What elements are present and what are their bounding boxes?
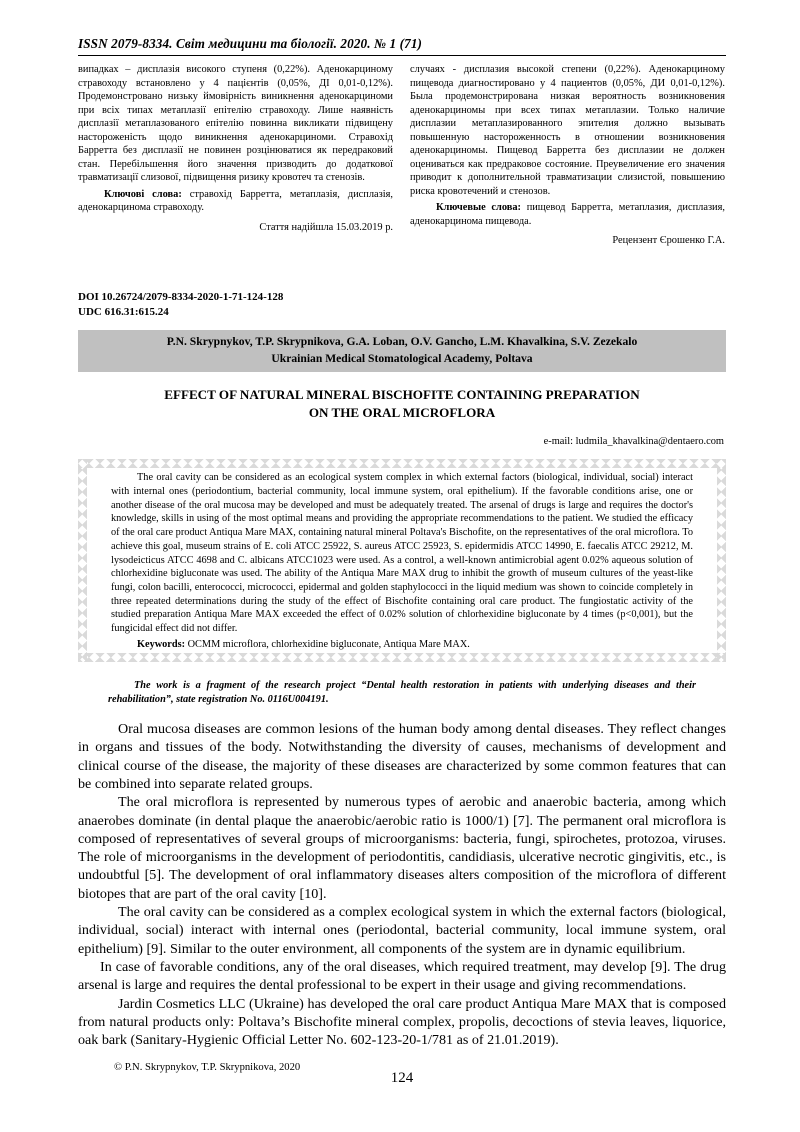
article-body — [78, 720, 726, 1050]
wavy-border-bottom — [78, 653, 726, 662]
funding-note: The work is a fragment of the research project “Dental health restoration in patients with underlying diseases and their rehabilitation”, state registration No. 0116U004191. — [108, 680, 696, 706]
body-paragraph: In case of favorable conditions, any of the oral diseases, which required treatment, may develop [9]. The drug arsenal is large and requires the dental professional to be expert in their usage and giving recommendations. — [78, 959, 726, 994]
article-title-line-1: EFFECT OF NATURAL MINERAL BISCHOFITE CONTAINING PREPARATION — [164, 387, 640, 403]
abstract-uk-keywords-text: стравохід Барретта, метаплазія, дисплазія, аденокарцинома стравоходу. — [78, 188, 394, 214]
abstract-en-keywords-label: Keywords: — [137, 638, 186, 650]
body-paragraph: Oral mucosa diseases are common lesions of the human body among dental diseases. They reflect changes in organs and tissues of the body. Notwithstanding the diversity of causes, mechanisms of development and clinical course of the disease, the majority of these diseases are characterized by some common features that can be combined into separate related groups. — [78, 720, 726, 792]
identifier-block — [78, 290, 726, 320]
abstract-en-keywords-text: OCMM microflora, chlorhexidine bigluconate, Antiqua Mare MAX. — [185, 638, 470, 650]
abstract-en-keywords — [111, 638, 693, 652]
body-paragraph: The oral microflora is represented by numerous types of aerobic and anaerobic bacteria, among which anaerobes dominate (in dental plaque the anaerobic/aerobic ratio is 1000/1) [7]. The permanent oral microflora is composed of representatives of several groups of microorganisms: bacteria, fungi, spirochetes, protozoa, viruses. The role of microorganisms in the development of periodontitis, candidiasis, ulcerative necrotic gingivitis, etc., is undoubtful [5]. The development of oral inflammatory diseases alters composition of the microflora of different biotopes that are part of the oral cavity [10]. — [78, 794, 726, 902]
udc-line: UDC 616.31:615.24 — [78, 305, 169, 318]
header-rule — [78, 55, 726, 56]
abstract-box — [78, 459, 726, 662]
page-footer — [78, 1062, 726, 1086]
running-header: ISSN 2079-8334. Світ медицини та біології. 2020. № 1 (71) — [78, 36, 423, 51]
abstract-ru-keywords — [410, 201, 725, 228]
abstract-column-ukrainian — [78, 63, 393, 234]
doi-line: DOI 10.26724/2079-8334-2020-1-71-124-128 — [78, 290, 284, 303]
abstract-ru-body: случаях - дисплазия высокой степени (0,22%). Аденокарциному пищевода диагностировано у 4 пациентов (0,05%, ДИ 0,01-0,12%). Была продемонстрирована низкая вероятность возникновения аденокарциномы при всех типах метаплазии. Только наличие дисплазии метаплазированного эпителия должно вызывать повышенную настороженность в отношении возникновения аденокарциномы. Пищевод Барретта без дисплазии не должен оцениваться как предраковое состояние. Преувеличение его значения приводит к дополнительной травматизации слизистой, повышению риска кровотечений и стенозов. — [410, 64, 725, 197]
abstract-ru-keywords-text: пищевод Барретта, метаплазия, дисплазия, аденокарцинома пищевода. — [410, 202, 725, 227]
page-number: 124 — [390, 1070, 414, 1086]
body-paragraph: The oral cavity can be considered as a complex ecological system in which the external factors (biological, individual, social) interact with internal ones (periodontal, bacterial community, local immune system, oral epithelium) [9]. Similar to the outer environment, all components of the system are in dynamic equilibrium. — [78, 904, 726, 957]
copyright-notice: © P.N. Skrypnykov, T.P. Skrypnikova, 2020 — [114, 1062, 301, 1073]
author-affiliation: Ukrainian Medical Stomatological Academy, Poltava — [271, 351, 533, 365]
abstract-column-russian — [410, 63, 725, 248]
page-title — [78, 386, 726, 422]
abstract-uk-keywords — [78, 188, 393, 215]
author-names: P.N. Skrypnykov, T.P. Skrypnikova, G.A. Loban, O.V. Gancho, L.M. Khavalkina, S.V. Zezekalo — [166, 335, 638, 349]
abstract-ru-keywords-label: Ключевые слова: — [436, 202, 522, 214]
body-paragraph: Jardin Cosmetics LLC (Ukraine) has developed the oral care product Antiqua Mare MAX that is composed from natural products only: Poltava’s Bischofite mineral complex, propolis, decoctions of stevia leaves, liquorice, oak bark (Sanitary-Hygienic Official Letter No. 602-123-20-1/781 as of 21.01.2019). — [78, 995, 726, 1049]
bilingual-abstract — [78, 63, 726, 248]
reviewer-name: Рецензент Єрошенко Г.А. — [612, 235, 725, 247]
page-content — [78, 36, 726, 1050]
contact-email: e-mail: ludmila_khavalkina@dentaero.com — [543, 436, 724, 448]
abstract-uk-keywords-label: Ключові слова: — [104, 188, 182, 200]
authors-band — [78, 330, 726, 372]
article-title-line-2: ON THE ORAL MICROFLORA — [308, 405, 496, 421]
wavy-border-top — [78, 459, 726, 468]
abstract-inner — [81, 471, 723, 651]
abstract-uk-body: випадках – дисплазія високого ступеня (0,22%). Аденокарциному стравоходу встановлено у 4 пацієнтів (0,05%, ДІ 0,01-0,12%). Продемонстровано низьку ймовірність виникнення аденокарциноми при всіх типах метаплазії епітелію стравоходу. Лише наявність дисплазії метаплазованого епітелію повинна викликати підвищену настороженість щодо виникнення аденокарциноми. Стравохід Барретта без дисплазії не повинен розцінюватися як передраковий стан. Перебільшення його значення призводить до додаткової травматизації слизової, підвищення ризику кровотеч та стенозів. — [78, 64, 393, 184]
abstract-en-body: The oral cavity can be considered as an ecological system complex in which external factors (biological, individual, social) interact with internal ones (periodontium, bacterial community, local immune system, oral epithelium). If the favorable conditions arise, one or another disease of the oral mucosa may be developed and must be adequately treated. The arsenal of drugs is large and requires the doctor's knowledge, skills in using of the most optimal means and providing the appropriate recommendations to the patient. We studied the efficacy of the oral care product Antiqua Mare MAX, containing natural mineral Poltava's Bischofite, on the representatives of the oral microflora. To achieve this goal, museum strains of E. coli ATCC 25922, S. aureus ATCC 25923, S. epidermidis ATCC 14990, E. faecalis ATCC 29212, M. lysodeicticus ATCC 4698 and C. albicans ATCC1023 were used. As a control, a well-known antimicrobial agent 0.02% aqueous solution of chlorhexidine bigluconate was used. The ability of the Antiqua Mare MAX drug to inhibit the growth of museum cultures of the yeast-like fungi, colon bacilli, enterococci, micrococci, epidermal and golden staphylococci in the liquid medium was shown to coincide completely in three repeated determinations during the study of the effect of Bischofite containing oral care product. The fungiostatic activity of the studied preparation Antiqua Mare MAX exceeded the effect of 0.02% solution of chlorhexidine bigluconate by 4 times (p<0,001), but the fungicidal effect did not differ. — [111, 472, 693, 634]
submission-date: Стаття надійшла 15.03.2019 р. — [259, 221, 393, 233]
